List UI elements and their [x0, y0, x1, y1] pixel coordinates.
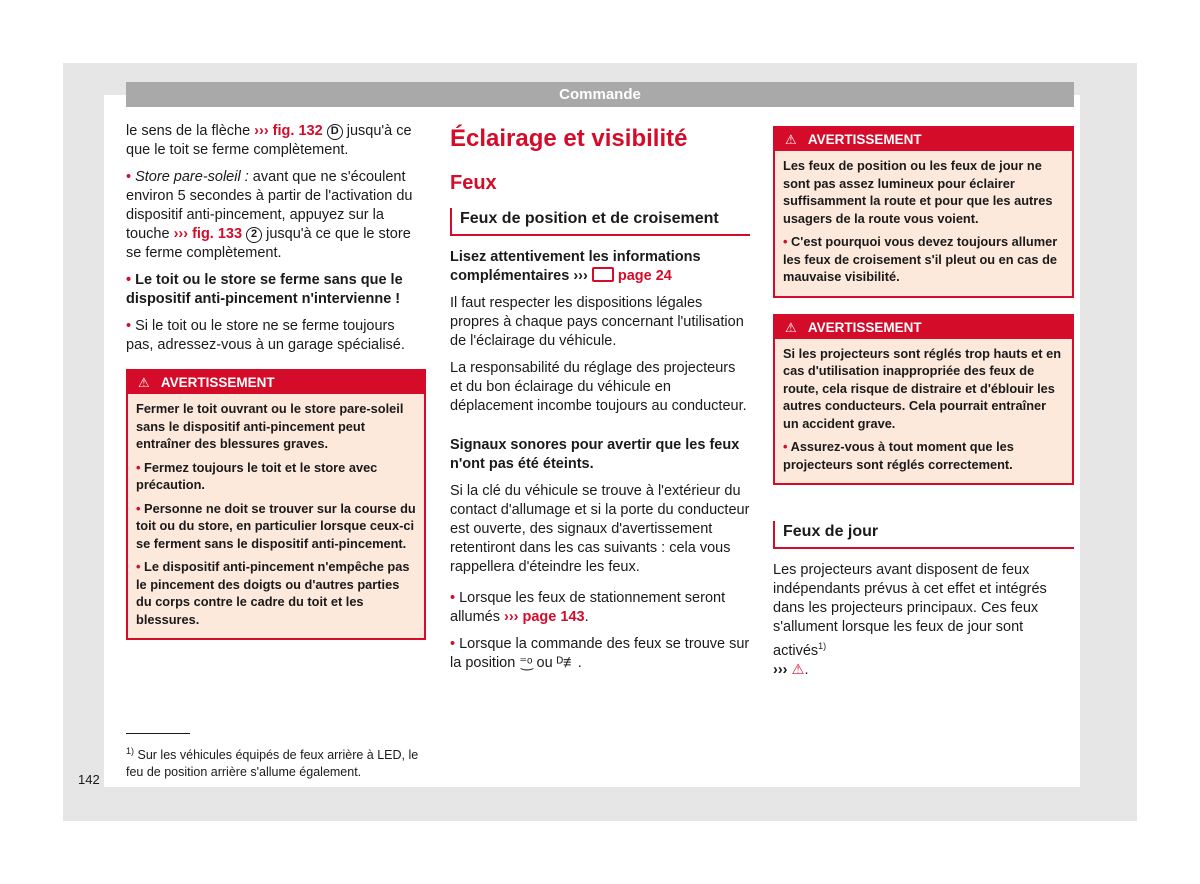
paragraph: Il faut respecter les dispositions légales propres à chaque pays concernant l'utilisation de l'éclairage du véhicule. [450, 295, 744, 349]
footnote-divider [126, 733, 190, 734]
warning-body [775, 151, 1072, 296]
footnote-marker: 1) [126, 746, 135, 756]
italic-label: Store pare-soleil : [135, 169, 249, 185]
low-beam-icon: ᴰ≢ [556, 655, 578, 671]
text: Lisez attentivement les informations complémentaires [450, 249, 701, 284]
warning-triangle-icon[interactable]: ⚠ [791, 661, 805, 678]
chapter-title: Éclairage et visibilité [450, 125, 688, 152]
bullet-icon: • [450, 636, 456, 652]
bullet-paragraph [126, 271, 426, 309]
text: Assurez-vous à tout moment que les projecteurs sont réglés correctement. [783, 439, 1014, 472]
warning-body [775, 339, 1072, 484]
subheading: Signaux sonores pour avertir que les feux n'ont pas été éteints. [450, 437, 740, 472]
warning-title: AVERTISSEMENT [807, 319, 922, 335]
warning-bullet [783, 438, 1064, 473]
warning-title: AVERTISSEMENT [807, 132, 922, 147]
bullet-icon: • [126, 272, 132, 288]
callout-circle: D [327, 124, 343, 140]
text: le sens de la flèche [126, 123, 251, 139]
text: Personne ne doit se trouver sur la course du toit ou du store, en particulier lorsque ceux-ci se ferment sans le dispositif anti-pincement. [136, 500, 416, 551]
warning-bullet [136, 459, 416, 494]
column-middle [450, 122, 750, 681]
warning-bullet [783, 233, 1064, 286]
warning-header [775, 316, 1072, 339]
warning-triangle-icon: ⚠ [138, 375, 150, 390]
warning-body [128, 394, 424, 638]
warning-header [128, 371, 424, 394]
bullet-icon: • [126, 169, 132, 185]
bullet-icon: • [450, 590, 456, 606]
subsection-title: Feux de jour [773, 521, 1074, 549]
subsection-title: Feux de position et de croisement [450, 208, 750, 236]
text: ››› [773, 661, 788, 678]
warning-intro: Les feux de position ou les feux de jour ne sont pas assez lumineux pour éclairer suffisamment la route et pour que les autres usagers de la route vous voient. [783, 158, 1053, 226]
text: Le toit ou le store se ferme sans que le dispositif anti-pincement n'intervienne ! [126, 272, 403, 307]
page-number: 142 [78, 772, 100, 787]
warning-title: AVERTISSEMENT [160, 375, 275, 390]
bullet-icon: • [136, 559, 141, 574]
bullet-paragraph [126, 168, 426, 263]
bullet-icon: • [136, 459, 141, 475]
text: ou [536, 655, 553, 671]
text: Les projecteurs avant disposent de feux indépendants prévus à cet effet et intégrés dans les projecteurs principaux. Ces feux s'allument lorsque les feux de jour sont activés [773, 562, 1047, 659]
warning-bullet [136, 500, 416, 553]
section-title: Feux [450, 172, 497, 194]
warning-intro: Fermer le toit ouvrant ou le store pare-soleil sans le dispositif anti-pincement peut entraîner des blessures graves. [136, 401, 404, 451]
paragraph [126, 122, 426, 160]
text: Le dispositif anti-pincement n'empêche pas le pincement des doigts ou d'autres parties du corps contre le cadre du toit et les blessures. [136, 559, 410, 627]
footnote-marker: 1) [818, 641, 827, 651]
bullet-icon: • [136, 500, 141, 516]
warning-header [775, 128, 1072, 151]
footnote [126, 743, 426, 781]
parking-light-icon: ⁼͜ᵒ [519, 655, 533, 671]
paragraph: Si la clé du véhicule se trouve à l'extérieur du contact d'allumage et si la porte du conducteur est ouverte, des signaux d'avertissement retentiront dans les cas suivants : cela vous rappellera d'éteindre les feux. [450, 483, 750, 575]
bullet-paragraph: • Lorsque les feux de stationnement seront allumés ››› page 143. [450, 590, 726, 625]
warning-triangle-icon: ⚠ [785, 132, 797, 147]
paragraph: La responsabilité du réglage des projecteurs et du bon éclairage du véhicule en déplacement incombe toujours au conducteur. [450, 360, 747, 414]
paragraph: Les projecteurs avant disposent de feux indépendants prévus à cet effet et intégrés dans les projecteurs principaux. Ces feux s'allument lorsque les feux de jour sont activés$^{1)}$ ››› ⚠. [773, 562, 1047, 678]
warning-box [126, 369, 426, 640]
figure-link[interactable]: ››› fig. 132 [254, 123, 323, 139]
text: Lorsque la commande des feux se trouve sur la position [450, 636, 750, 671]
read-more-note [450, 248, 750, 286]
text: Lorsque les feux de stationnement seront allumés [450, 590, 726, 625]
page-link[interactable]: ››› page 143 [504, 609, 585, 625]
column-left [126, 122, 426, 640]
text: ››› [573, 268, 588, 284]
book-icon [592, 267, 614, 282]
column-right [773, 122, 1074, 688]
bullet-icon: • [126, 318, 132, 334]
page-link[interactable]: page 24 [617, 268, 672, 284]
warning-box [773, 126, 1074, 298]
text: jusqu'à ce que le toit se ferme complètement. [126, 123, 412, 158]
figure-link[interactable]: ››› fig. 133 [173, 226, 243, 242]
text: Si le toit ou le store ne se ferme toujours pas, adressez-vous à un garage spécialisé. [126, 318, 405, 353]
bullet-paragraph: • Lorsque la commande des feux se trouve sur la position ⁼͜ᵒ ou ᴰ≢. [450, 636, 750, 671]
bullet-icon: • [783, 234, 788, 249]
text: avant que ne s'écoulent environ 5 secondes à partir de l'activation du dispositif anti-pincement, appuyez sur la touche [126, 169, 413, 242]
warning-triangle-icon: ⚠ [785, 319, 797, 335]
bullet-paragraph [126, 317, 426, 355]
section-header: Commande [126, 82, 1074, 107]
warning-intro: Si les projecteurs sont réglés trop hauts et en cas d'utilisation inappropriée des feux de route, cela risque de distraire et d'éblouir les autres conducteurs. Cela pourrait entraîner un accident grave. [783, 345, 1062, 431]
callout-circle: 2 [246, 227, 262, 243]
warning-bullet [136, 558, 416, 628]
bullet-icon: • [783, 439, 788, 454]
text: C'est pourquoi vous devez toujours allumer les feux de croisement s'il pleut ou en cas de mauvaise visibilité. [783, 234, 1058, 284]
text: Fermez toujours le toit et le store avec précaution. [136, 459, 378, 492]
warning-box [773, 314, 1074, 486]
footnote-text: Sur les véhicules équipés de feux arrière à LED, le feu de position arrière s'allume également. [126, 748, 419, 780]
text: jusqu'à ce que le store se ferme complètement. [126, 226, 411, 261]
